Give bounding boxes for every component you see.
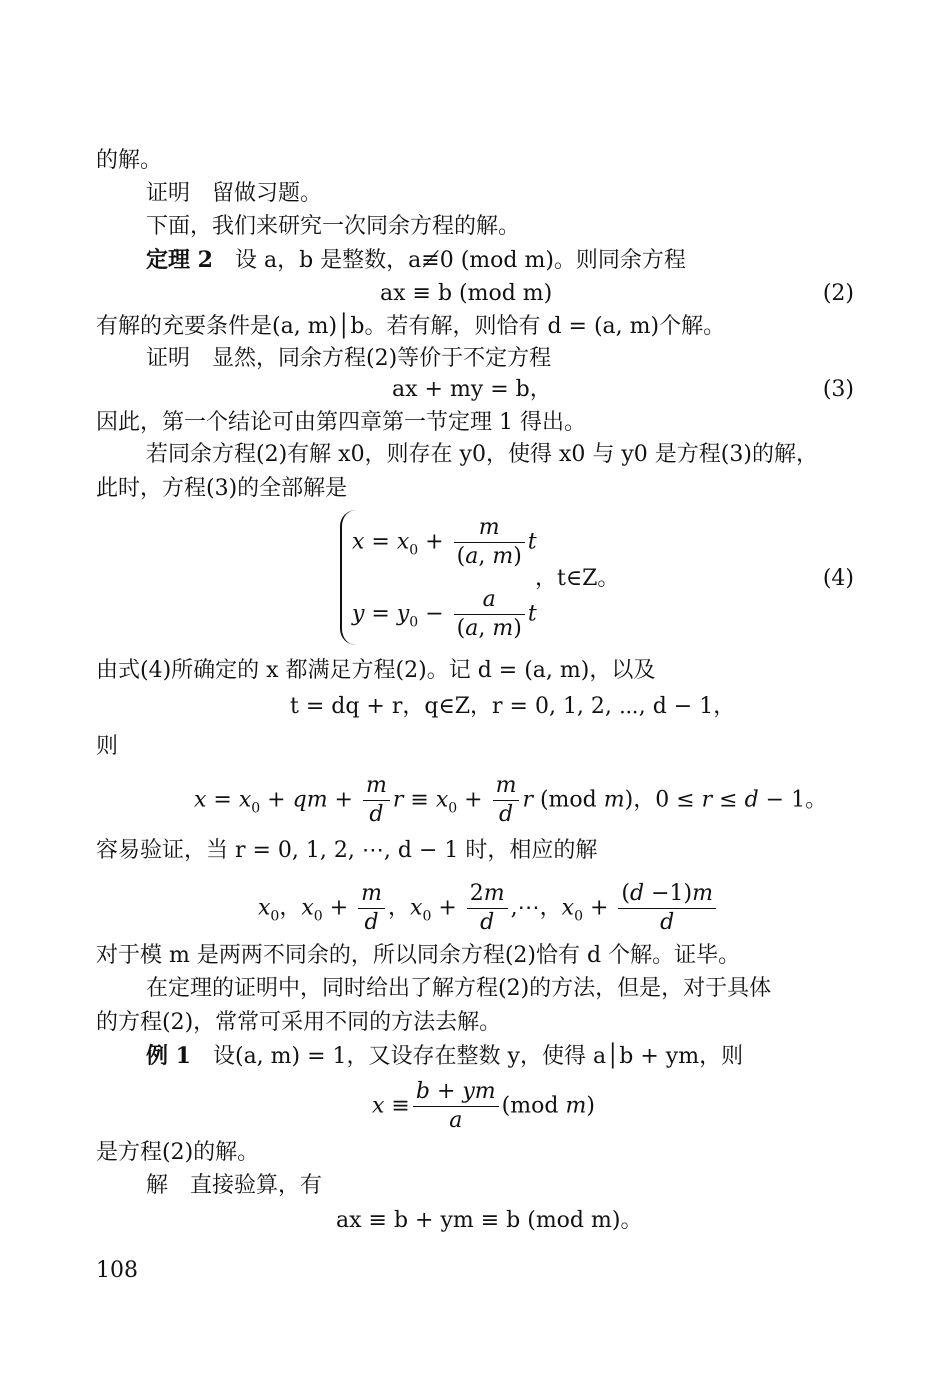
text-line-2: 证明 留做习题。 [146,181,323,206]
example-text: 设(a, m) = 1，又设存在整数 y，使得 a│b + ym，则 [212,1044,744,1069]
theorem-label: 定理 2 [146,247,213,273]
text-line-13: 对于模 m 是两两不同余的，所以同余方程(2)恰有 d 个解。证毕。 [96,943,741,968]
equation-3: ax + my = b， [392,377,552,402]
equation-number-2: (2) [822,281,854,306]
equation-4-x: $x = x_0$ + $\frac{m}{(a, m)}$ t [352,515,537,569]
solutions-list: $x_0$，$x_0$ + $\frac{m}{d}$ ，$x_0$ + $\frac{2m}{d}$ ,⋯，$x_0$ + $\frac{(d -1)m}{d}$ [258,880,719,937]
text-line-15: 的方程(2)，常常可采用不同的方法去解。 [96,1010,502,1035]
equation-4-tail: ，t∈Z。 [535,566,620,591]
text-line-3: 下面，我们来研究一次同余方程的解。 [146,214,521,239]
equation-x-congruence: $x = x_0$ + qm + $\frac{m}{d}$ $r \equiv x_0$ + $\frac{m}{d}$ r (mod m)，0 ≤ r ≤ d − 1。 [194,773,828,827]
text-line-5: 有解的充要条件是(a, m)│b。若有解，则恰有 d = (a, m)个解。 [96,314,726,339]
equation-number-3: (3) [822,377,854,402]
text-line-12: 容易验证，当 r = 0, 1, 2, ⋯, d − 1 时，相应的解 [96,838,598,863]
text-line-18: 解 直接验算，有 [146,1173,323,1198]
text-line-14: 在定理的证明中，同时给出了解方程(2)的方法，但是，对于具体 [146,976,772,1001]
text-line-1: 的解。 [96,148,163,173]
equation-2: ax ≡ b (mod m) [380,281,553,306]
example-1-line [146,1043,743,1070]
param-equation: t = dq + r，q∈Z，r = 0, 1, 2, ⋯, d − 1， [290,694,736,719]
example-label: 例 1 [146,1043,191,1069]
equation-4-y: $y = y_0$ − $\frac{a}{(a, m)}$ t [352,587,537,641]
final-equation: ax ≡ b + ym ≡ b (mod m)。 [336,1208,643,1233]
theorem-2-line [146,247,686,274]
text-line-10: 由式(4)所确定的 x 都满足方程(2)。记 d = (a, m)，以及 [96,658,656,683]
text-line-8: 若同余方程(2)有解 x0，则存在 y0，使得 x0 与 y0 是方程(3)的解， [146,442,818,467]
text-line-11: 则 [96,734,119,759]
theorem-text: 设 a，b 是整数，a≢0 (mod m)。则同余方程 [234,248,686,273]
text-line-9: 此时，方程(3)的全部解是 [96,476,348,501]
text-line-7: 因此，第一个结论可由第四章第一节定理 1 得出。 [96,410,586,435]
text-line-6: 证明 显然，同余方程(2)等价于不定方程 [146,346,552,371]
example-solution-formula: x ≡ $\frac{b + ym}{a}$ (mod m) [372,1079,595,1133]
page-number: 108 [96,1258,138,1283]
equation-number-4: (4) [822,566,854,591]
text-line-17: 是方程(2)的解。 [96,1140,260,1165]
